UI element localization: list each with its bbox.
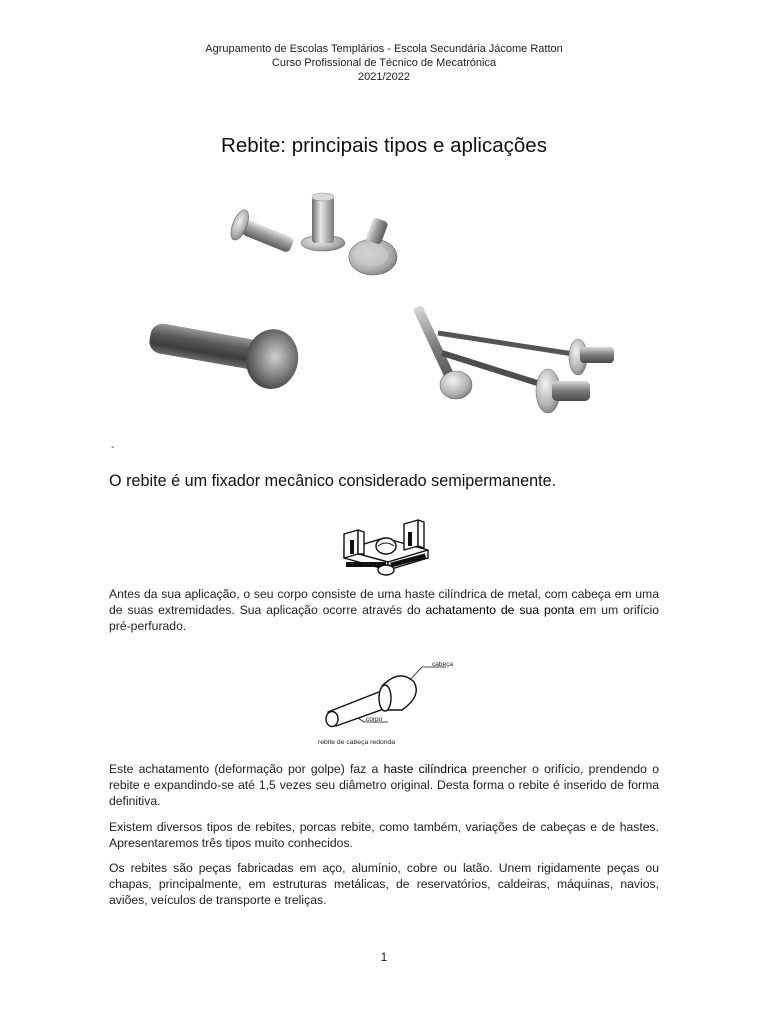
separator-dash: - bbox=[111, 441, 115, 453]
paragraph-application bbox=[109, 586, 659, 635]
header-course: Curso Profissional de Técnico de Mecatrónica bbox=[271, 57, 497, 69]
p2-highlight: haste cilíndrica bbox=[383, 762, 467, 776]
riveted-plates-illustration bbox=[338, 510, 434, 586]
page-title: Rebite: principais tipos e aplicações bbox=[221, 134, 547, 157]
round-head-rivet-photo bbox=[140, 310, 310, 400]
round-head-rivet-diagram bbox=[318, 660, 458, 750]
p2-text-c: preencher o orifício, prendendo o rebite e expandindo-se até 1,5 vezes seu diâmetro original. Desta forma o rebite é inserido de forma definitiva. bbox=[109, 762, 659, 809]
p1-text-a: Antes da sua aplicação, o seu corpo consiste de uma haste cilíndrica de metal, com cabeça em uma de suas extremidades. Sua aplicação ocorre através do bbox=[109, 587, 659, 618]
blind-rivets-photo bbox=[410, 295, 640, 425]
diagram-body-label: corpo bbox=[366, 716, 383, 723]
section-subtitle: O rebite é um fixador mecânico considerado semipermanente. bbox=[109, 472, 557, 490]
diagram-head-label: cabeça bbox=[432, 661, 453, 668]
page-number: 1 bbox=[380, 950, 388, 964]
paragraph-types: Existem diversos tipos de rebites, porcas rebite, como também, variações de cabeças e de hastes. Apresentaremos três tipos muito conhecidos. bbox=[109, 820, 659, 851]
paragraph-deformation bbox=[109, 761, 659, 810]
document-header bbox=[0, 42, 768, 84]
paragraph-materials: Os rebites são peças fabricadas em aço, alumínio, cobre ou latão. Unem rigidamente peças ou chapas, principalmente, em estruturas metálicas, de reservatórios, caldeiras, máquinas, navios, aviões, veículos de transporte e treliças. bbox=[109, 861, 659, 908]
header-school: Agrupamento de Escolas Templários - Escola Secundária Jácome Ratton bbox=[205, 43, 563, 55]
diagram-caption: rebite de cabeça redonda bbox=[318, 739, 396, 746]
solid-rivets-photo bbox=[215, 185, 415, 285]
p1-highlight: achatamento de sua ponta bbox=[425, 603, 575, 618]
p1-text-c: em um orifício pré-perfurado. bbox=[109, 603, 660, 634]
header-year: 2021/2022 bbox=[358, 71, 410, 83]
p2-text-a: Este achatamento (deformação por golpe) faz a bbox=[109, 762, 384, 776]
